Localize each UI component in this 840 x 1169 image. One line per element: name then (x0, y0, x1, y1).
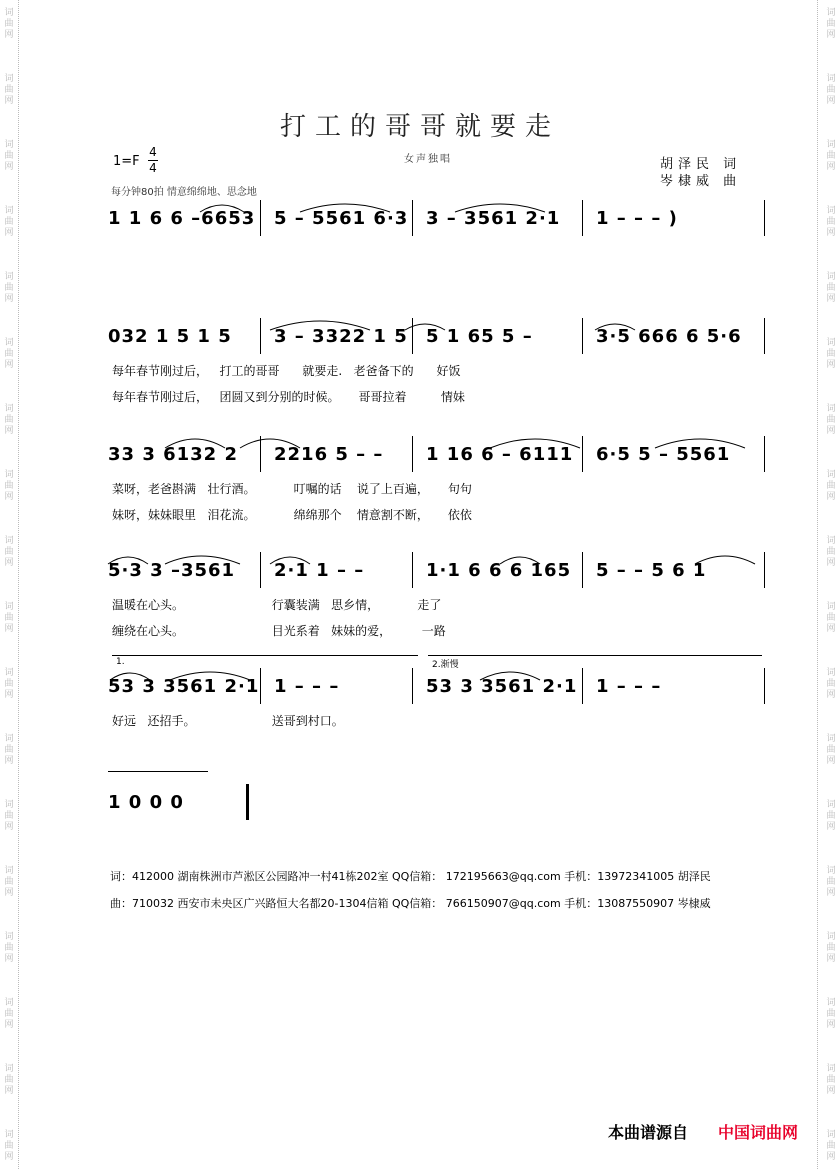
score-row (108, 436, 764, 472)
watermark-text: 词 曲 网 (826, 140, 836, 172)
watermark-column-left (2, 0, 16, 1169)
measure (268, 552, 412, 588)
measure (590, 436, 764, 472)
watermark-text: 词 曲 网 (4, 734, 14, 766)
watermark-text: 词 曲 网 (826, 338, 836, 370)
notation-text: 1 0 0 0 (108, 791, 184, 813)
bar-line (764, 668, 765, 704)
tempo-marking: 每分钟80拍 情意绵绵地、思念地 (111, 187, 257, 198)
bar-line (260, 552, 261, 588)
bar-line (260, 318, 261, 354)
notation-text: 6·5 5 – 5561 (596, 443, 731, 465)
watermark-text: 词 曲 网 (4, 8, 14, 40)
lyric-line: 菜呀，老爸斟满 壮行酒。 叮嘱的话 说了上百遍， 句句 (112, 482, 472, 496)
watermark-text: 词 曲 网 (826, 998, 836, 1030)
notation-text: 1 – – – (596, 675, 662, 697)
watermark-text: 词 曲 网 (4, 404, 14, 436)
watermark-text: 词 曲 网 (4, 998, 14, 1030)
notation-text: 2·1 1 – – (274, 559, 365, 581)
watermark-text: 词 曲 网 (4, 74, 14, 106)
notation-text: 2216 5 – – (274, 443, 384, 465)
bar-line (412, 200, 413, 236)
measure (590, 552, 764, 588)
measure (420, 318, 582, 354)
watermark-text: 词 曲 网 (826, 866, 836, 898)
score-row (108, 318, 764, 354)
watermark-text: 词 曲 网 (826, 1130, 836, 1162)
measure (420, 668, 582, 704)
lyricist-contact: 词：412000 湖南株洲市芦淞区公园路冲一村41栋202室 QQ信箱： 172195663@qq.com 手机：13972341005 胡泽民 (110, 870, 711, 883)
source-prefix: 本曲谱源自 (608, 1123, 689, 1142)
bar-line (764, 552, 765, 588)
bar-line (260, 668, 261, 704)
lyricist-credit: 胡泽民 词 (660, 157, 742, 172)
tie-line (108, 771, 208, 772)
lyric-line: 缠绕在心头。 目光系着 妹妹的爱， 一路 (112, 624, 446, 638)
notation-text: 5·3 3 –3561 (108, 559, 236, 581)
lyric-line: 妹呀，妹妹眼里 泪花流。 绵绵那个 情意割不断， 依依 (112, 508, 472, 522)
bar-line (582, 668, 583, 704)
measure (108, 436, 260, 472)
key-signature: 1=F (113, 154, 140, 169)
bar-line (412, 552, 413, 588)
bar-line (412, 436, 413, 472)
measure (268, 318, 412, 354)
bar-line (582, 200, 583, 236)
measure (108, 784, 260, 820)
watermark-text: 词 曲 网 (826, 536, 836, 568)
watermark-text: 词 曲 网 (4, 1064, 14, 1096)
notation-text: 1·1 6 6 6 165 (426, 559, 572, 581)
volta-2-label: 2.渐慢 (432, 660, 459, 670)
watermark-text: 词 曲 网 (4, 140, 14, 172)
meter-top: 4 (149, 145, 157, 159)
measure (108, 668, 260, 704)
notation-text: 5 1 65 5 – (426, 325, 533, 347)
volta-bracket-1 (112, 655, 418, 656)
composer-credit: 岑棣威 曲 (660, 174, 742, 189)
measure (108, 200, 260, 236)
measure (268, 436, 412, 472)
composer-contact: 曲：710032 西安市未央区广兴路恒大名都20-1304信箱 QQ信箱： 766150907@qq.com 手机：13087550907 岑棣威 (110, 897, 711, 910)
bar-line (582, 318, 583, 354)
measure (590, 318, 764, 354)
watermark-text: 词 曲 网 (826, 800, 836, 832)
volta-1-label: 1. (116, 657, 125, 667)
watermark-text: 词 曲 网 (826, 668, 836, 700)
notation-text: 1 – – – ) (596, 207, 678, 229)
bar-line (764, 436, 765, 472)
watermark-text: 词 曲 网 (826, 74, 836, 106)
notation-text: 53 3 3561 2·1 (108, 675, 260, 697)
bar-line (582, 552, 583, 588)
watermark-text: 词 曲 网 (826, 734, 836, 766)
watermark-text: 词 曲 网 (826, 1064, 836, 1096)
performance-type: 女声独唱 (404, 154, 452, 165)
measure (108, 552, 260, 588)
watermark-text: 词 曲 网 (4, 668, 14, 700)
song-title: 打工的哥哥就要走 (279, 112, 560, 142)
measure (268, 200, 412, 236)
score-row (108, 200, 764, 236)
source-site-link[interactable]: 中国词曲网 (718, 1123, 799, 1142)
measure (420, 200, 582, 236)
notation-text: 53 3 3561 2·1 (426, 675, 578, 697)
watermark-text: 词 曲 网 (4, 206, 14, 238)
score-row (108, 552, 764, 588)
watermark-text: 词 曲 网 (826, 8, 836, 40)
score-row (108, 668, 764, 704)
notation-text: 5 – 5561 6·3 (274, 207, 409, 229)
watermark-text: 词 曲 网 (826, 404, 836, 436)
notation-text: 3 – 3561 2·1 (426, 207, 561, 229)
measure (108, 318, 260, 354)
lyric-line: 温暖在心头。 行囊装满 思乡情， 走了 (112, 598, 442, 612)
lyric-line: 每年春节刚过后， 团圆又到分别的时候。 哥哥拉着 情妹 (112, 390, 465, 404)
watermark-text: 词 曲 网 (4, 536, 14, 568)
watermark-text: 词 曲 网 (4, 272, 14, 304)
watermark-text: 词 曲 网 (4, 800, 14, 832)
measure (420, 552, 582, 588)
lyric-line: 每年春节刚过后， 打工的哥哥 就要走. 老爸备下的 好饭 (112, 364, 461, 378)
notation-text: 1 16 6 – 6111 (426, 443, 574, 465)
watermark-text: 词 曲 网 (826, 206, 836, 238)
bar-line (260, 200, 261, 236)
bar-line (246, 784, 249, 820)
bar-line (764, 318, 765, 354)
measure (268, 668, 412, 704)
watermark-text: 词 曲 网 (4, 602, 14, 634)
bar-line (412, 318, 413, 354)
notation-text: 1 – – – (274, 675, 340, 697)
watermark-text: 词 曲 网 (826, 602, 836, 634)
watermark-text: 词 曲 网 (826, 932, 836, 964)
watermark-text: 词 曲 网 (826, 272, 836, 304)
measure (420, 436, 582, 472)
watermark-text: 词 曲 网 (4, 338, 14, 370)
notation-text: 33 3 6132 2 (108, 443, 238, 465)
notation-text: 032 1 5 1 5 (108, 325, 232, 347)
lyric-line: 好远 还招手。 送哥到村口。 (112, 714, 344, 728)
volta-bracket-2 (428, 655, 762, 656)
watermark-text: 词 曲 网 (4, 932, 14, 964)
notation-text: 3 – 3322 1 5 (274, 325, 408, 347)
watermark-text: 词 曲 网 (4, 866, 14, 898)
watermark-text: 词 曲 网 (4, 470, 14, 502)
time-signature (148, 146, 158, 175)
measure (590, 200, 764, 236)
measure (590, 668, 764, 704)
bar-line (582, 436, 583, 472)
score-row (108, 784, 764, 820)
watermark-text: 词 曲 网 (826, 470, 836, 502)
meter-bottom: 4 (149, 161, 157, 175)
bar-line (764, 200, 765, 236)
notation-text: 1 1 6 6 –6653 (108, 207, 256, 229)
bar-line (260, 436, 261, 472)
notation-text: 5 – – 5 6 1 (596, 559, 707, 581)
bar-line (412, 668, 413, 704)
watermark-column-right (824, 0, 838, 1169)
watermark-text: 词 曲 网 (4, 1130, 14, 1162)
notation-text: 3·5 666 6 5·6 (596, 325, 742, 347)
